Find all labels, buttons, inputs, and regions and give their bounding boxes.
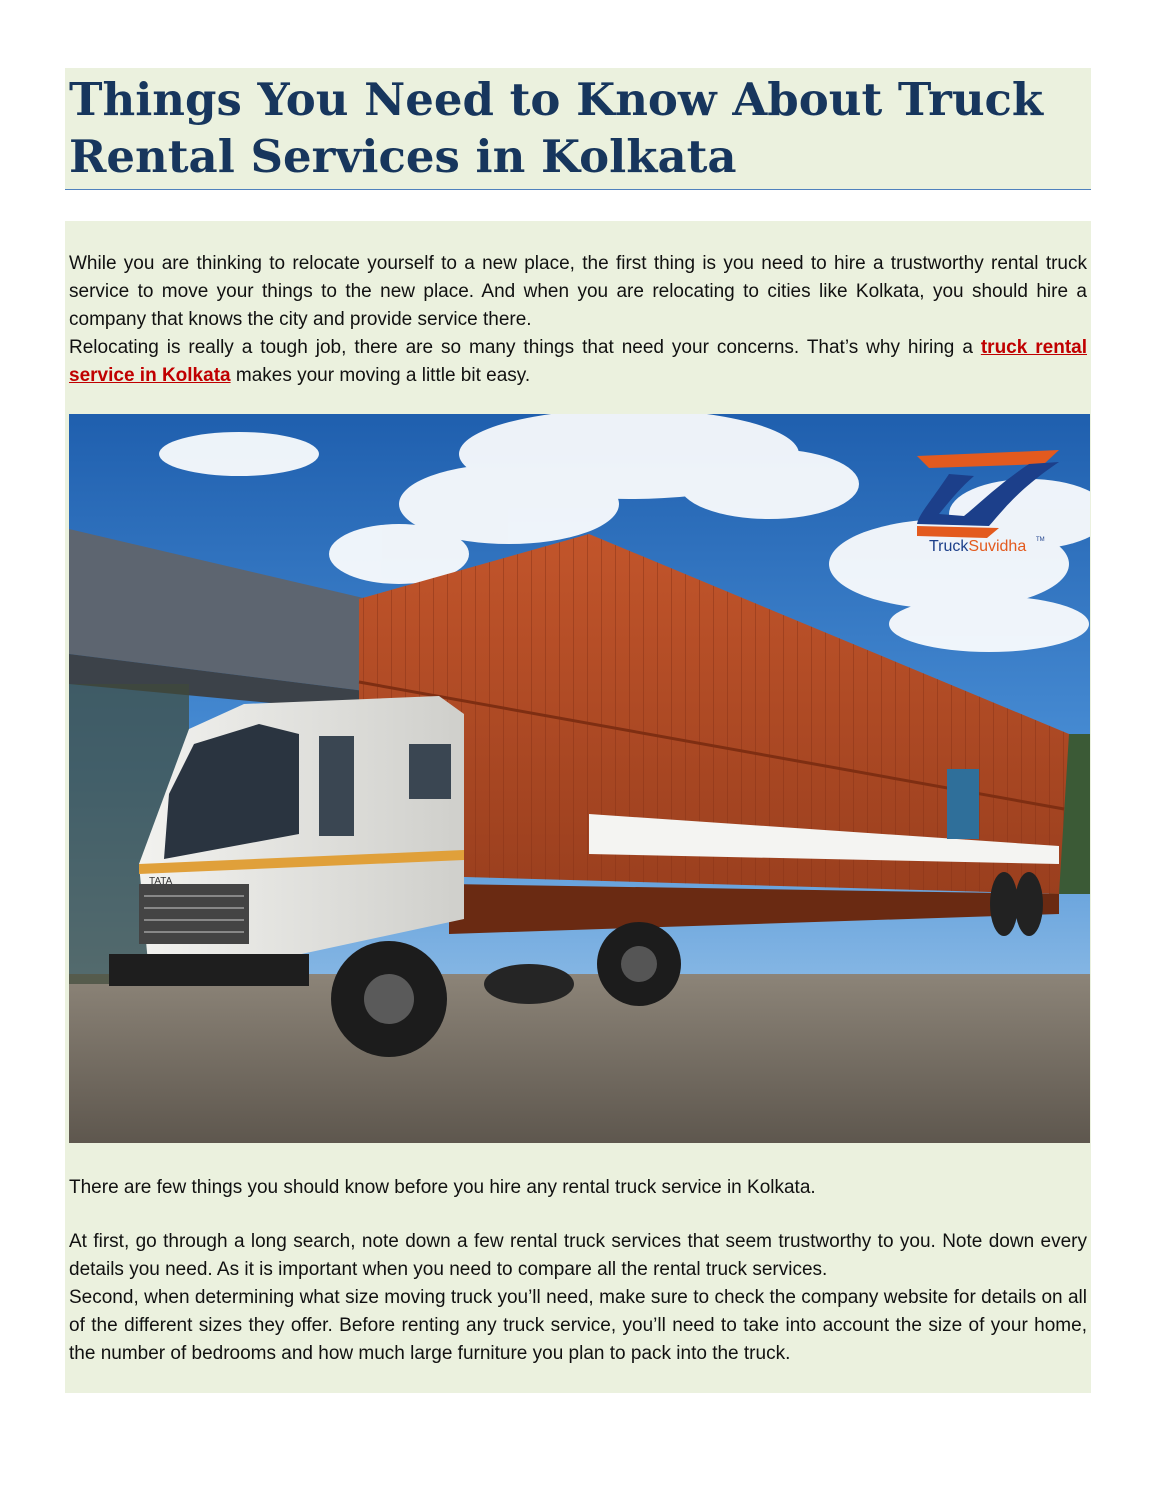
- truck-rental-link[interactable]: truck rental service in Kolkata: [69, 337, 1087, 386]
- page-title: Things You Need to Know About Truck Rental Services in Kolkata: [69, 73, 1044, 183]
- title-block: [65, 68, 1091, 190]
- intro-sentence-1: While you are thinking to relocate yourself to a new place, the first thing is you need to hire a trustworthy rental truck service to move your things to the new place. And when you are relocating to cities like Kolkata, you should hire a company that knows the city and provide service there.: [69, 253, 1087, 330]
- logo-text-suvidha: Suvidha: [968, 538, 1027, 555]
- first-tip: At first, go through a long search, note down a few rental truck services that seem trustworthy to you. Note down every details you need. As it is important when you need to compare all the rental truck services.: [69, 1231, 1087, 1280]
- intro-sentence-2-start: Relocating is really a tough job, there are so many things that need your concerns. That’s why hiring a: [69, 337, 981, 358]
- few-things-paragraph: There are few things you should know before you hire any rental truck service in Kolkata.: [69, 1177, 816, 1198]
- cab-badge: TATA: [149, 876, 173, 887]
- content-block: [65, 221, 1091, 1393]
- svg-text:TruckSuvidha: [929, 538, 1026, 555]
- intro-paragraph: [69, 250, 1087, 390]
- second-tip: Second, when determining what size moving truck you’ll need, make sure to check the company website for details on all of the different sizes they offer. Before renting any truck service, you’ll need to take into account the size of your home, the number of bedrooms and how much large furniture you plan to pack into the truck.: [69, 1287, 1087, 1364]
- intro-sentence-2-end: makes your moving a little bit easy.: [230, 365, 531, 386]
- truck-photo: [69, 414, 1090, 1143]
- logo-tm: TM: [1036, 537, 1045, 543]
- tips-paragraph: [69, 1228, 1087, 1368]
- logo-text-truck: Truck: [929, 538, 969, 555]
